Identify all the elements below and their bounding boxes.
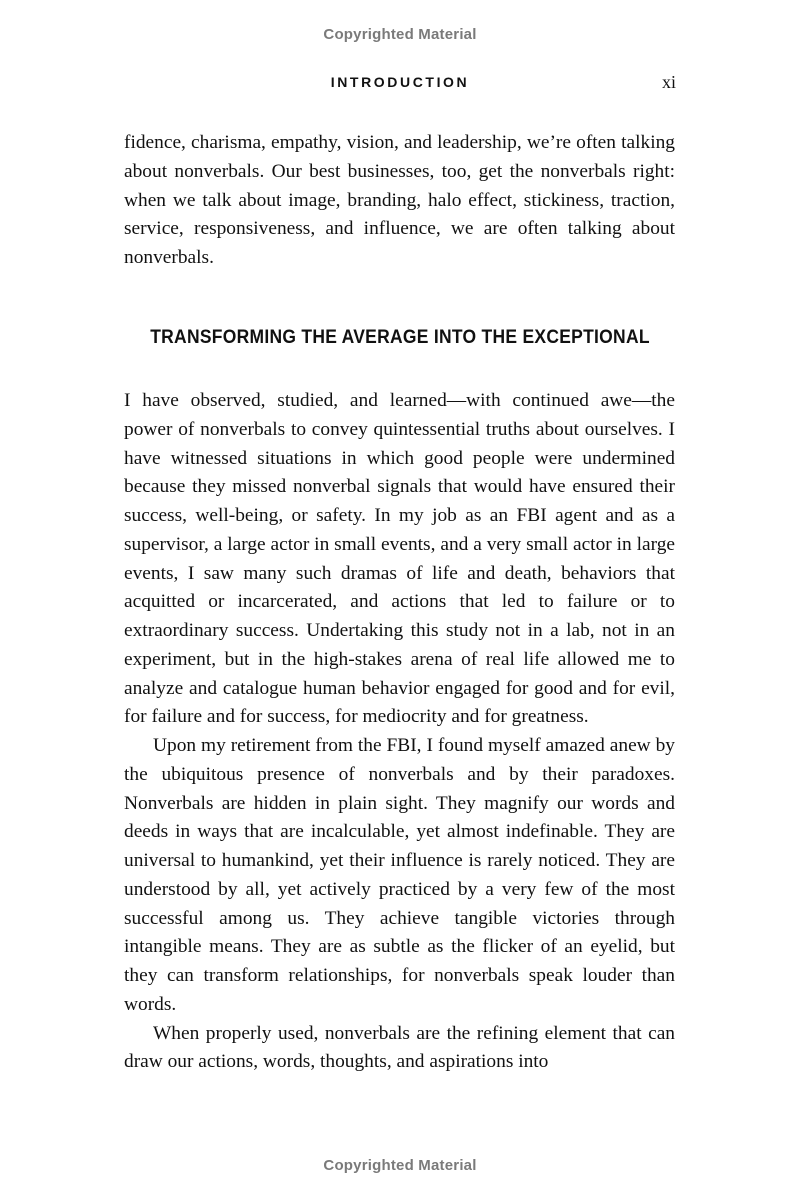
section-paragraph-3: When properly used, nonverbals are the refining element that can draw our actions, words, thoughts, and aspirations into — [124, 1022, 675, 1073]
section-paragraph-2: Upon my retirement from the FBI, I found myself amazed anew by the ubiquitous presence of nonverbals and by their paradoxes. Nonverbals are hidden in plain sight. They magnify our words and deeds in ways that are incalculable, yet almost indefinable. They are universal to humankind, yet their influence is rarely noticed. They are understood by all, yet actively practiced by a very few of the most successful among us. They achieve tangible victories through intangible means. They are as subtle as the flicker of an eyelid, but they can transform relationships, for nonverbals speak louder than words. — [124, 735, 675, 1015]
section-paragraph-1: I have observed, studied, and learned—with continued awe—the power of nonverbals to convey quintessential truths about ourselves. I have witnessed situations in which good people were undermined because they missed nonverbal signals that would have ensured their success, well-being, or safety. In my job as an FBI agent and as a supervisor, a large actor in small events, and a very small actor in large events, I saw many such dramas of life and death, behaviors that acquitted or incarcerated, and actions that led to failure or to extraordinary success. Undertaking this study not in a lab, not in an experiment, but in the high-stakes arena of real life allowed me to analyze and catalogue human behavior engaged for good and for evil, for failure and for success, for mediocrity and for greatness. — [124, 390, 675, 728]
intro-paragraph: fidence, charisma, empathy, vision, and leadership, we’re often talking about nonverbals. Our best businesses, too, get the nonverbals right: when we talk about image, branding, halo effect, stickiness, traction, service, responsiveness, and influence, we are often talking about nonverbals. — [124, 132, 675, 268]
section-heading: TRANSFORMING THE AVERAGE INTO THE EXCEPTIONAL — [150, 327, 650, 348]
copyright-watermark-top: Copyrighted Material — [323, 26, 477, 43]
intro-text-block — [124, 129, 675, 273]
running-head: INTRODUCTION — [330, 74, 470, 90]
section-text-block — [124, 387, 675, 1077]
copyright-watermark-bottom: Copyrighted Material — [323, 1157, 477, 1174]
page-number: xi — [661, 72, 676, 92]
